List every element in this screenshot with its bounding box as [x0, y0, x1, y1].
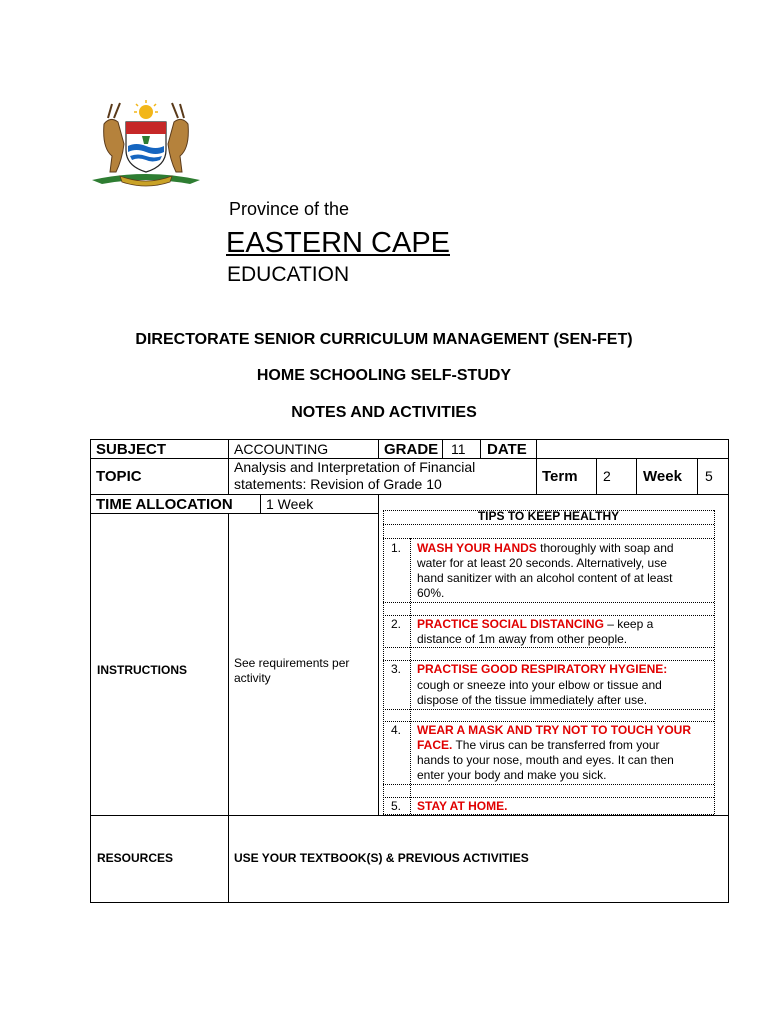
date-value-cell[interactable]: [536, 439, 729, 459]
tip-1-line4: 60%.: [417, 586, 445, 600]
subject-value: ACCOUNTING: [234, 441, 329, 457]
tip-1-number: 1.: [391, 541, 402, 555]
tip-2-number: 2.: [391, 617, 402, 631]
tip-2-text: PRACTICE SOCIAL DISTANCING – keep a: [417, 617, 654, 631]
topic-value-line1: Analysis and Interpretation of Financial: [234, 459, 476, 475]
term-value: 2: [603, 468, 611, 484]
grade-value: 11: [451, 441, 466, 457]
tips-title: TIPS TO KEEP HEALTHY: [477, 509, 620, 523]
program-heading: HOME SCHOOLING SELF-STUDY: [256, 367, 512, 384]
tip-1-line3: hand sanitizer with an alcohol content of at least: [417, 571, 673, 585]
week-label: Week: [643, 468, 682, 485]
time-allocation-value: 1 Week: [266, 496, 314, 512]
tip-5-text: STAY AT HOME.: [417, 799, 508, 813]
tip-3-line3: dispose of the tissue immediately after use.: [417, 693, 648, 707]
tip-4-line2: FACE. The virus can be transferred from your: [417, 738, 660, 752]
tip-3-text: PRACTISE GOOD RESPIRATORY HYGIENE:: [417, 662, 668, 676]
coat-of-arms-logo: [90, 98, 202, 188]
week-value: 5: [705, 468, 713, 484]
instructions-line1: See requirements per: [234, 656, 350, 670]
week-value-cell: [697, 458, 729, 495]
department-name: EDUCATION: [227, 263, 350, 286]
time-allocation-label: TIME ALLOCATION: [96, 496, 233, 513]
tip-2-line2: distance of 1m away from other people.: [417, 632, 628, 646]
tip-1-line2: water for at least 20 seconds. Alternatively, use: [417, 556, 667, 570]
subject-label: SUBJECT: [96, 441, 167, 458]
directorate-heading: DIRECTORATE SENIOR CURRICULUM MANAGEMENT (SEN-FET): [135, 331, 633, 348]
province-name: EASTERN CAPE: [226, 227, 450, 259]
term-label: Term: [542, 468, 578, 485]
tip-4-line3: hands to your nose, mouth and eyes. It can then: [417, 753, 674, 767]
tip-5-number: 5.: [391, 799, 402, 813]
tip-3-number: 3.: [391, 662, 402, 676]
province-of-label: Province of the: [229, 199, 350, 219]
instructions-label: INSTRUCTIONS: [97, 663, 187, 677]
instructions-line2: activity: [234, 671, 271, 685]
grade-label: GRADE: [384, 441, 439, 458]
topic-value-line2: statements: Revision of Grade 10: [234, 476, 442, 492]
tip-4-line4: enter your body and make you sick.: [417, 768, 607, 782]
doc-type-heading: NOTES AND ACTIVITIES: [291, 404, 477, 421]
tip-4-number: 4.: [391, 723, 402, 737]
resources-value: USE YOUR TEXTBOOK(S) & PREVIOUS ACTIVITIES: [234, 851, 529, 865]
tip-3-line2: cough or sneeze into your elbow or tissue and: [417, 678, 662, 692]
tip-4-text: WEAR A MASK AND TRY NOT TO TOUCH YOUR: [417, 723, 692, 737]
resources-label: RESOURCES: [97, 851, 174, 865]
date-label: DATE: [487, 441, 527, 458]
topic-label: TOPIC: [96, 468, 142, 485]
tip-1-text: WASH YOUR HANDS thoroughly with soap and: [417, 541, 674, 555]
